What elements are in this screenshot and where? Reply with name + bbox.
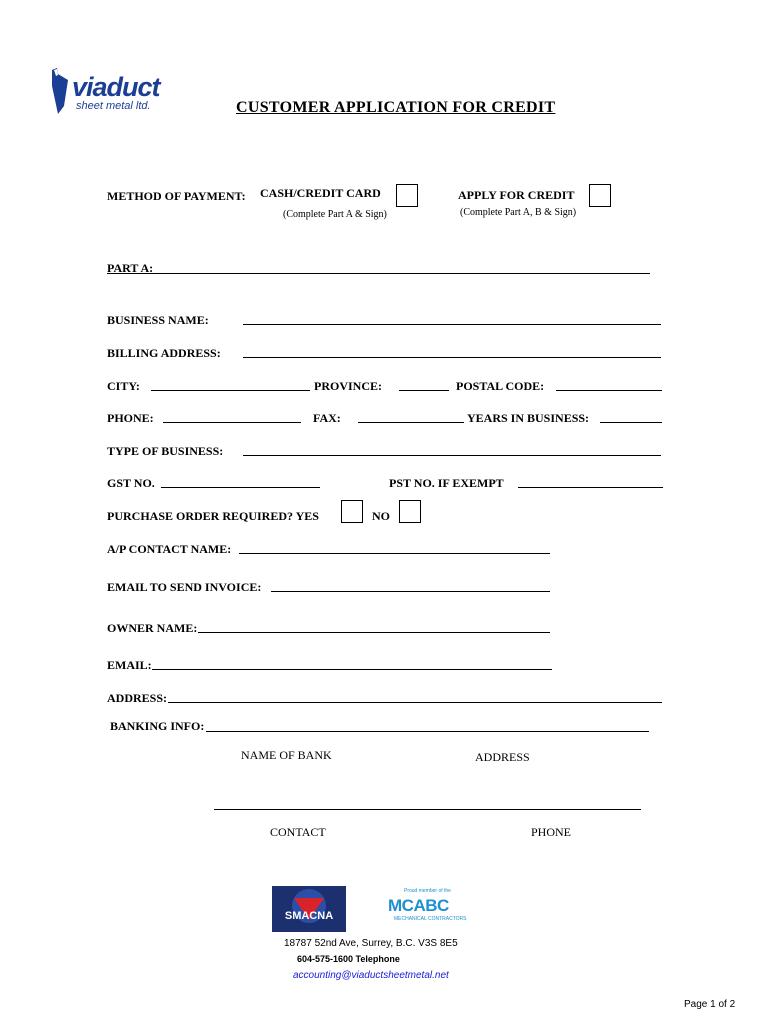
apply-credit-note: (Complete Part A, B & Sign) bbox=[460, 207, 577, 218]
name-of-bank-caption: NAME OF BANK bbox=[241, 748, 332, 762]
billing-address-field[interactable] bbox=[243, 357, 661, 358]
banking-info-label: BANKING INFO: bbox=[110, 719, 205, 733]
po-yes-checkbox[interactable] bbox=[341, 500, 363, 523]
apply-credit-checkbox[interactable] bbox=[589, 184, 611, 207]
cash-credit-checkbox[interactable] bbox=[396, 184, 418, 207]
po-no-checkbox[interactable] bbox=[399, 500, 421, 523]
smacna-logo bbox=[272, 886, 346, 932]
postal-code-field[interactable] bbox=[556, 390, 662, 391]
logo-subtitle: sheet metal ltd. bbox=[76, 100, 151, 112]
smacna-text: SMACNA bbox=[284, 910, 334, 922]
years-in-business-label: YEARS IN BUSINESS: bbox=[467, 411, 590, 425]
type-of-business-label: TYPE OF BUSINESS: bbox=[107, 444, 224, 458]
email-field[interactable] bbox=[152, 669, 552, 670]
years-in-business-field[interactable] bbox=[600, 422, 662, 423]
type-of-business-field[interactable] bbox=[243, 455, 661, 456]
fax-field[interactable] bbox=[358, 422, 464, 423]
payment-method-label: METHOD OF PAYMENT: bbox=[107, 189, 246, 203]
company-logo bbox=[46, 66, 186, 116]
pst-label: PST NO. IF EXEMPT bbox=[389, 476, 504, 490]
bank-address-caption: ADDRESS bbox=[475, 750, 530, 764]
owner-name-field[interactable] bbox=[198, 632, 550, 633]
logo-brand: viaduct bbox=[72, 72, 160, 102]
city-label: CITY: bbox=[107, 379, 140, 393]
business-name-field[interactable] bbox=[243, 324, 661, 325]
phone-caption: PHONE bbox=[531, 825, 572, 839]
address-field[interactable] bbox=[168, 702, 662, 703]
mcabc-small-text: Proud member of the bbox=[404, 888, 451, 894]
address-label: ADDRESS: bbox=[107, 691, 168, 705]
smacna-emblem-icon bbox=[272, 886, 346, 932]
ap-contact-field[interactable] bbox=[239, 553, 550, 554]
business-name-label: BUSINESS NAME: bbox=[107, 313, 209, 327]
footer-email-link[interactable]: accounting@viaductsheetmetal.net bbox=[293, 970, 449, 981]
contact-phone-field[interactable] bbox=[214, 809, 641, 810]
banking-info-field[interactable] bbox=[206, 731, 649, 732]
email-label: EMAIL: bbox=[107, 658, 152, 672]
page-title: CUSTOMER APPLICATION FOR CREDIT bbox=[236, 99, 556, 116]
pst-field[interactable] bbox=[518, 487, 663, 488]
footer-telephone: 604-575-1600 Telephone bbox=[297, 954, 400, 964]
email-invoice-label: EMAIL TO SEND INVOICE: bbox=[107, 580, 262, 594]
cash-credit-label: CASH/CREDIT CARD bbox=[260, 186, 381, 200]
footer-address: 18787 52nd Ave, Surrey, B.C. V3S 8E5 bbox=[284, 938, 458, 949]
gst-label: GST NO. bbox=[107, 476, 155, 490]
mcabc-subtitle: MECHANICAL CONTRACTORS bbox=[394, 916, 467, 922]
cash-credit-note: (Complete Part A & Sign) bbox=[283, 209, 387, 220]
contact-caption: CONTACT bbox=[270, 825, 326, 839]
po-required-label: PURCHASE ORDER REQUIRED? YES bbox=[107, 509, 319, 523]
fax-label: FAX: bbox=[313, 411, 341, 425]
postal-code-label: POSTAL CODE: bbox=[456, 379, 545, 393]
billing-address-label: BILLING ADDRESS: bbox=[107, 346, 221, 360]
phone-field[interactable] bbox=[163, 422, 301, 423]
po-no-label: NO bbox=[372, 509, 390, 523]
mcabc-text: MCABC bbox=[388, 896, 449, 915]
part-a-underline bbox=[107, 273, 650, 274]
city-field[interactable] bbox=[151, 390, 310, 391]
page-number: Page 1 of 2 bbox=[684, 999, 736, 1010]
part-a-heading: PART A: bbox=[107, 261, 154, 275]
owner-name-label: OWNER NAME: bbox=[107, 621, 198, 635]
province-label: PROVINCE: bbox=[314, 379, 382, 393]
apply-credit-label: APPLY FOR CREDIT bbox=[458, 188, 575, 202]
ap-contact-label: A/P CONTACT NAME: bbox=[107, 542, 232, 556]
mcabc-logo bbox=[386, 888, 466, 932]
phone-label: PHONE: bbox=[107, 411, 154, 425]
gst-field[interactable] bbox=[161, 487, 320, 488]
email-invoice-field[interactable] bbox=[271, 591, 550, 592]
province-field[interactable] bbox=[399, 390, 449, 391]
